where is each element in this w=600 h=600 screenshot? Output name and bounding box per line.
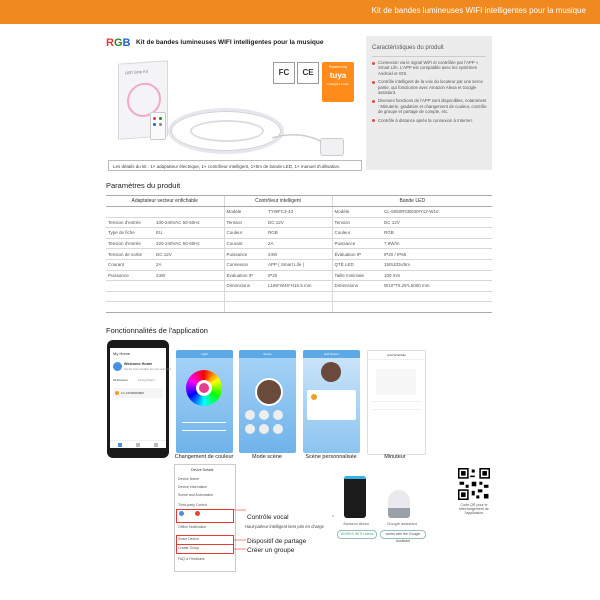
color-wheel[interactable]	[186, 370, 222, 406]
home-label: My Home	[113, 351, 131, 356]
feature-item: Contrôle à distance après la connexion à Internet.	[372, 118, 488, 123]
voice-control-sub: Haut-parleur intelligent tiers pris en charge	[245, 524, 324, 529]
table-cell: Dimensions	[332, 281, 382, 292]
scene-button[interactable]	[259, 424, 269, 434]
table-row	[106, 217, 492, 228]
bulb-icon	[115, 391, 119, 395]
banner-text: Kit de bandes lumineuses WIFI intelligentes pour la musique	[371, 6, 586, 15]
bottom-nav	[110, 440, 166, 449]
device-card[interactable]: LC-CP4WRGBW	[113, 388, 163, 398]
amazon-echo-image	[344, 476, 366, 518]
table-cell: Courant	[106, 259, 154, 270]
share-device-label: Dispositif de partage	[247, 538, 307, 545]
table-cell	[154, 281, 224, 292]
tuya-badge: Powered by tuya Intelligent Inside	[322, 62, 354, 102]
amazon-label: Amazon Alexa	[343, 521, 369, 526]
table-cell	[382, 302, 492, 313]
qr-caption: Code QR pour le téléchargement de l'application	[459, 503, 489, 515]
table-cell: Tension d'entrée	[106, 238, 154, 249]
label-timer: Minuteur	[384, 454, 406, 460]
table-cell: 100-240VAC 50-60Hz	[154, 217, 224, 228]
voice-control-label: Contrôle vocal	[247, 514, 289, 521]
table-cell: Couleur	[332, 228, 382, 239]
table-cell: Modèle	[224, 207, 266, 218]
features-panel	[366, 36, 492, 170]
table-cell	[224, 291, 266, 302]
scene-button[interactable]	[245, 410, 255, 420]
table-cell: 220-240VAC 50-60Hz	[154, 238, 224, 249]
table-cell: 2A	[266, 238, 332, 249]
works-with-alexa-badge: WORKS WITH Alexa	[337, 530, 377, 539]
table-cell: APP ( Smart Life )	[266, 259, 332, 270]
create-group-label: Créer un groupe	[247, 547, 295, 554]
table-cell	[106, 207, 154, 218]
bulb-icon	[199, 383, 209, 393]
table-cell: W10*T0.25*L5000 mm	[382, 281, 492, 292]
voice-highlight	[176, 509, 234, 523]
params-title: Paramètres du produit	[106, 181, 181, 190]
controller-image	[150, 112, 166, 140]
table-cell: 100 mm	[382, 270, 492, 281]
rgb-logo: RGB	[106, 37, 131, 49]
app-section-title: Fonctionnalités de l'application	[106, 326, 208, 335]
table-cell: Tension	[224, 217, 266, 228]
table-cell: 7.9W/m	[382, 238, 492, 249]
table-cell	[266, 291, 332, 302]
saturation-slider[interactable]	[182, 430, 226, 431]
screen-custom-scene: Edit Scene	[303, 350, 360, 453]
table-cell: TYWFC3-43	[266, 207, 332, 218]
works-with-google-badge: works with the Google Assistant	[380, 530, 426, 539]
table-cell	[154, 291, 224, 302]
table-cell	[382, 291, 492, 302]
table-row	[106, 228, 492, 239]
feature-item: Connexion via le signal WiFi et contrôlée par l'APP « Smart Life, L'APP est compatible avec les systèmes Android et IOS.	[372, 60, 488, 76]
device-settings-screen: Device Details Device Name Device Information Scene and Automation Third-party Control Offline Notification Share Device Create Group FAQ & Feedback	[174, 464, 236, 572]
table-cell: 24W	[266, 249, 332, 260]
table-cell: Tension	[332, 217, 382, 228]
features-title: Caractéristiques du produit	[372, 45, 444, 51]
table-row	[106, 238, 492, 249]
scene-image	[255, 378, 283, 406]
screen-scene-mode: Scene	[239, 350, 296, 453]
table-cell: Tension de sortie	[106, 249, 154, 260]
tab-living-room[interactable]: Living Room	[138, 378, 155, 382]
tab-all-devices[interactable]: All Devices	[113, 378, 128, 382]
table-row	[106, 249, 492, 260]
table-cell: Couleur	[224, 228, 266, 239]
label-color-change: Changement de couleur	[174, 454, 234, 460]
group-highlight	[176, 544, 234, 554]
table-cell: 2A	[154, 259, 224, 270]
table-cell	[224, 302, 266, 313]
table-cell	[154, 302, 224, 313]
screen-timer: Add Schedule	[367, 350, 426, 455]
table-cell: QTÉ LED	[332, 259, 382, 270]
table-cell: L186*W45*H15.5 mm	[266, 281, 332, 292]
feature-item: Contrôle intelligent de la voix du locuteur par une tierce partie, qui fonctionne avec Amazon Alexa et Google assistant.	[372, 79, 488, 95]
table-cell: Tension d'entrée	[106, 217, 154, 228]
table-cell: RGB	[266, 228, 332, 239]
table-cell	[154, 207, 224, 218]
table-cell: Puissance	[106, 270, 154, 281]
scene-button[interactable]	[245, 424, 255, 434]
table-row	[106, 270, 492, 281]
scene-button[interactable]	[259, 410, 269, 420]
product-box: LED Strip Kit	[118, 60, 168, 139]
table-row	[106, 291, 492, 302]
page-title: Kit de bandes lumineuses WIFI intelligentes pour la musique	[136, 39, 324, 46]
table-cell: Évaluation IP	[332, 249, 382, 260]
scene-editor[interactable]	[307, 390, 356, 420]
table-cell: IP20	[266, 270, 332, 281]
table-cell	[266, 302, 332, 313]
table-cell: 150LEDs/5m	[382, 259, 492, 270]
table-cell	[332, 291, 382, 302]
fc-badge: FC	[273, 62, 295, 84]
table-cell: Connexion	[224, 259, 266, 270]
col-header: Contrôleur intelligent	[224, 196, 332, 207]
table-cell	[106, 291, 154, 302]
table-cell: Puissance	[224, 249, 266, 260]
table-cell: CL-5050RGB030IY12-W10	[382, 207, 492, 218]
table-cell: Dimensions	[224, 281, 266, 292]
table-cell: 24W	[154, 270, 224, 281]
table-row	[106, 207, 492, 218]
screen-color-change: Light	[176, 350, 233, 453]
kit-caption: Les détails du kit : 1× adaptateur électrique, 1× contrôleur intelligent, 1×5m de bande LED, 1× manuel d'utilisation.	[108, 160, 362, 171]
table-cell: Courant	[224, 238, 266, 249]
table-cell: DC 12V	[382, 217, 492, 228]
brightness-slider[interactable]	[182, 422, 226, 423]
table-row	[106, 302, 492, 313]
power-adapter-image	[320, 138, 344, 156]
table-cell: EU	[154, 228, 224, 239]
col-header: Bande LED	[332, 196, 492, 207]
time-picker[interactable]	[376, 369, 416, 395]
label-scene-mode: Mode scène	[252, 454, 282, 460]
table-cell: DC 12V	[266, 217, 332, 228]
col-header: Adaptateur secteur enfichable	[106, 196, 224, 207]
label-custom-scene: Scène personnalisée	[305, 454, 357, 460]
table-cell: Évaluation IP	[224, 270, 266, 281]
spec-table	[106, 195, 492, 313]
table-row	[106, 259, 492, 270]
google-home-image	[388, 490, 410, 518]
scene-button[interactable]	[273, 410, 283, 420]
home-icon[interactable]	[118, 443, 122, 447]
table-cell: Type de fiche	[106, 228, 154, 239]
table-row	[106, 281, 492, 292]
table-cell	[106, 281, 154, 292]
feature-item: Diverses fonctions de l'APP sont disponibles, notamment : Minuterie, gradation et changement de couleur, contrôle de groupe et partage de compte, etc.	[372, 98, 488, 114]
phone-screen: My Home Welcome Home Set the home location for more scenarios All Devices Living Room LC-CP4WRGBW	[110, 348, 166, 448]
table-cell: RGB	[382, 228, 492, 239]
weather-icon	[113, 362, 122, 371]
scene-button[interactable]	[273, 424, 283, 434]
scene-image	[321, 362, 341, 382]
google-label: Google assistant	[387, 521, 417, 526]
table-cell: Taille minimale	[332, 270, 382, 281]
table-cell	[332, 302, 382, 313]
ce-badge: CE	[297, 62, 319, 84]
table-cell: Modèle	[332, 207, 382, 218]
welcome-text: Welcome Home	[124, 362, 153, 366]
phone-mockup	[107, 340, 172, 458]
table-cell: DC 12V	[154, 249, 224, 260]
profile-icon[interactable]	[154, 443, 158, 447]
smart-icon[interactable]	[136, 443, 140, 447]
qr-code-icon	[458, 468, 490, 500]
table-cell: Puissance	[332, 238, 382, 249]
top-banner	[0, 0, 600, 24]
table-cell: IP20 / IP65	[382, 249, 492, 260]
led-strip-coil	[190, 120, 264, 142]
table-cell	[106, 302, 154, 313]
